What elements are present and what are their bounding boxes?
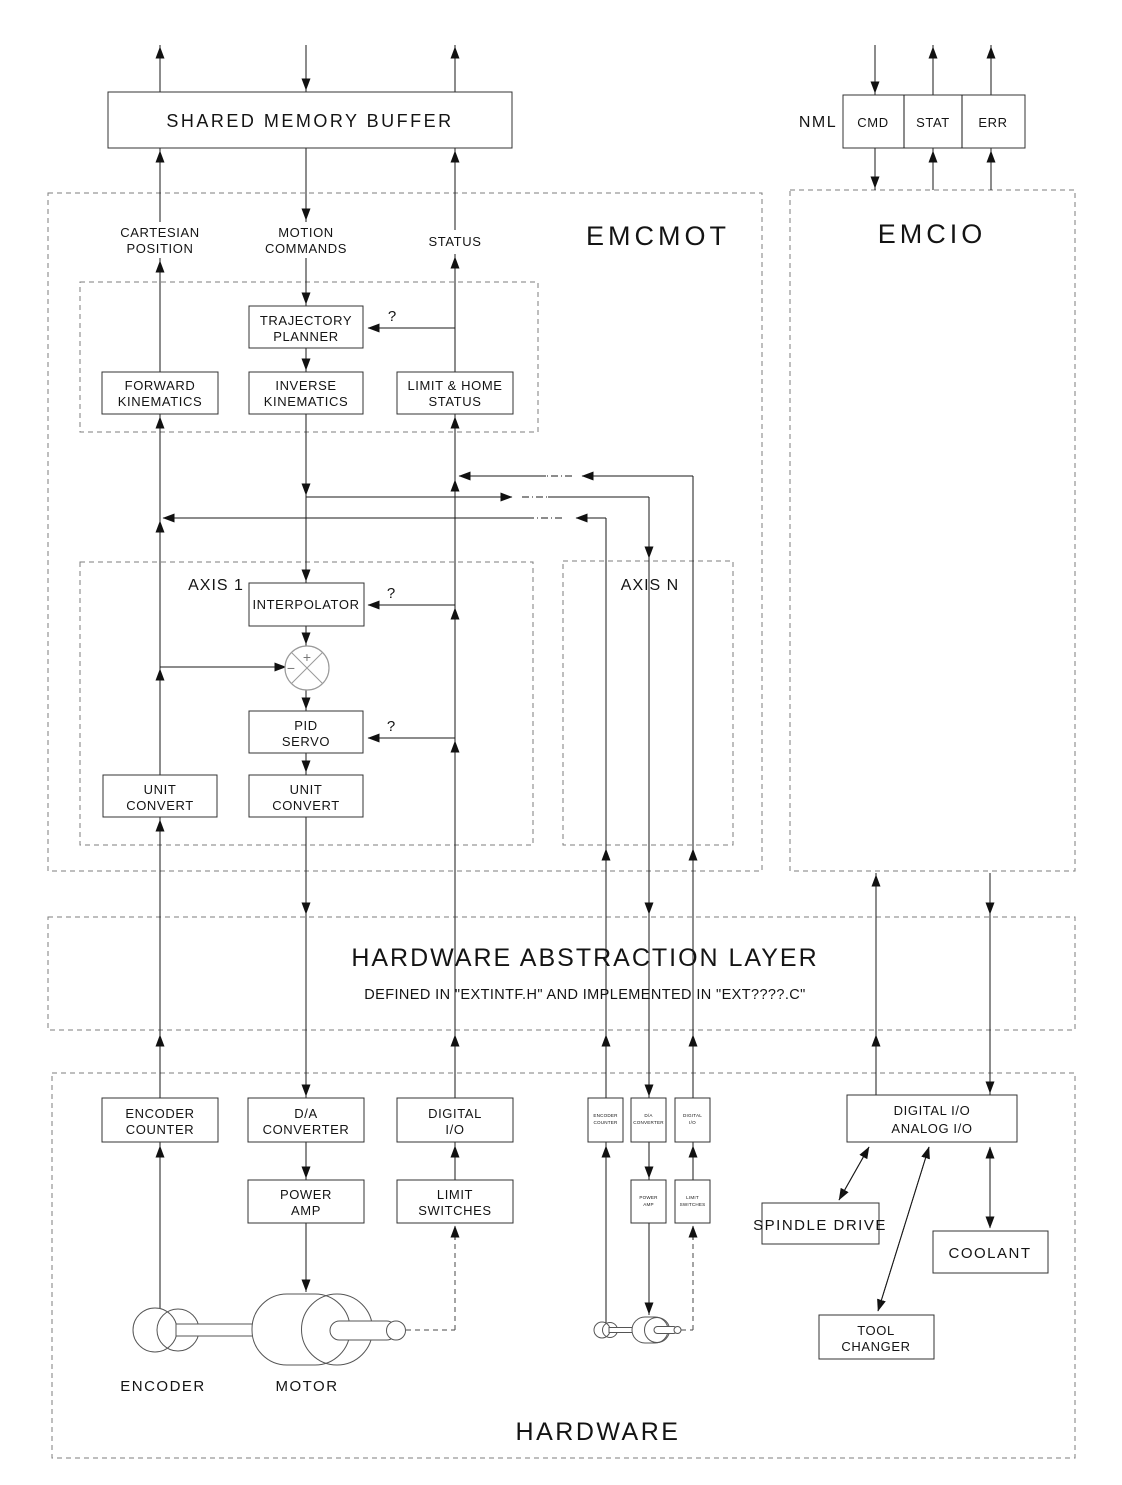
cartesian-position-label: CARTESIAN [120,225,200,240]
inverse-kinematics-label: INVERSE [275,378,337,393]
encoder-drawing-label: ENCODER [120,1378,206,1395]
motor-small-shaft-end [674,1327,681,1334]
trajectory-question-mark: ? [387,308,397,325]
unit-convert-center-label: UNIT [289,782,323,797]
emcio-container [790,190,1075,871]
motor-drawing-label: MOTOR [275,1378,339,1395]
digital-io-small-label: DIGITAL [683,1113,702,1118]
cartesian-position-label2: POSITION [126,241,194,256]
pid-servo-label: PID [294,718,318,733]
da-converter-small-label2: CONVERTER [633,1120,664,1125]
power-amp-label: POWER [279,1187,333,1202]
limit-switches-label2: SWITCHES [418,1203,492,1218]
forward-kinematics-label: FORWARD [124,378,196,393]
encoder-counter-label: ENCODER [125,1106,195,1121]
limit-home-status-label2: STATUS [428,394,482,409]
nml-cmd-label: CMD [857,115,889,130]
hal-subtitle: DEFINED IN "EXTINTF.H" AND IMPLEMENTED IN "EXT????.C" [364,987,806,1003]
encoder-shaft [176,1324,253,1336]
motor-shaft-end [387,1321,406,1340]
hal-container [48,917,1075,1030]
status-label: STATUS [428,234,482,249]
limit-switches-small-label: LIMIT [686,1195,699,1200]
nml-label: NML [798,114,838,131]
summing-plus-sign: + [302,649,312,665]
power-amp-label2: AMP [291,1203,321,1218]
coolant-label: COOLANT [948,1245,1032,1262]
axis1-title: AXIS 1 [188,577,244,594]
encoder-icon [133,1308,177,1352]
axisn-title: AXIS N [620,577,680,594]
trajectory-planner-label2: PLANNER [273,329,339,344]
trajectory-planner-label: TRAJECTORY [259,313,353,328]
digital-io-label2: I/O [445,1122,465,1137]
digital-analog-io-label: DIGITAL I/O [893,1103,971,1118]
interpolator-label: INTERPOLATOR [252,597,360,612]
motion-commands-label2: COMMANDS [264,241,348,256]
encoder-motor-small-drawing [594,1317,681,1343]
summing-minus-sign: − [286,660,296,676]
emcmot-container [48,193,762,871]
limit-feedback-small-dashed [681,1228,693,1330]
emcio-title: EMCIO [877,219,987,249]
tool-changer-label2: CHANGER [841,1339,911,1354]
digital-io-small-label2: I/O [689,1120,696,1125]
spindle-drive-label: SPINDLE DRIVE [753,1217,887,1234]
hal-title: HARDWARE ABSTRACTION LAYER [351,944,819,972]
da-converter-label2: CONVERTER [262,1122,350,1137]
limit-feedback-dashed [406,1228,455,1330]
nml-stat-label: STAT [916,115,950,130]
digital-io-label: DIGITAL [428,1106,482,1121]
tool-changer-label: TOOL [857,1323,895,1338]
interpolator-question-mark: ? [386,585,396,602]
da-converter-label: D/A [294,1106,318,1121]
axisn-container [563,561,733,845]
limit-home-status-label: LIMIT & HOME [407,378,503,393]
unit-convert-left-label2: CONVERT [126,798,194,813]
encoder-counter-small-label: ENCODER [593,1113,618,1118]
unit-convert-center-label2: CONVERT [272,798,340,813]
spindle-to-io-arrow [839,1147,869,1200]
pid-question-mark: ? [386,718,396,735]
power-amp-small-label2: AMP [643,1202,654,1207]
emcmot-title: EMCMOT [586,221,730,251]
digital-analog-io-label2: ANALOG I/O [891,1121,973,1136]
pid-servo-label2: SERVO [281,734,331,749]
da-converter-small-label: D/A [644,1113,653,1118]
summing-junction-icon [285,646,329,690]
encoder-counter-small-label2: COUNTER [593,1120,618,1125]
limit-switches-small-label2: SWITCHES [679,1202,706,1207]
limit-switch-feedback-lines [406,1228,693,1330]
motion-commands-label: MOTION [278,225,334,240]
encoder-counter-label2: COUNTER [125,1122,195,1137]
inverse-kinematics-label2: KINEMATICS [263,394,349,409]
nml-err-label: ERR [978,115,1008,130]
encoder-motor-drawing [133,1294,406,1365]
unit-convert-left-label: UNIT [143,782,177,797]
shared-memory-buffer-label: SHARED MEMORY BUFFER [166,111,454,131]
forward-kinematics-label2: KINEMATICS [117,394,203,409]
hardware-title: HARDWARE [515,1418,681,1446]
limit-switches-label: LIMIT [436,1187,474,1202]
power-amp-small-label: POWER [639,1195,658,1200]
encoder-small-shaft [609,1328,635,1333]
